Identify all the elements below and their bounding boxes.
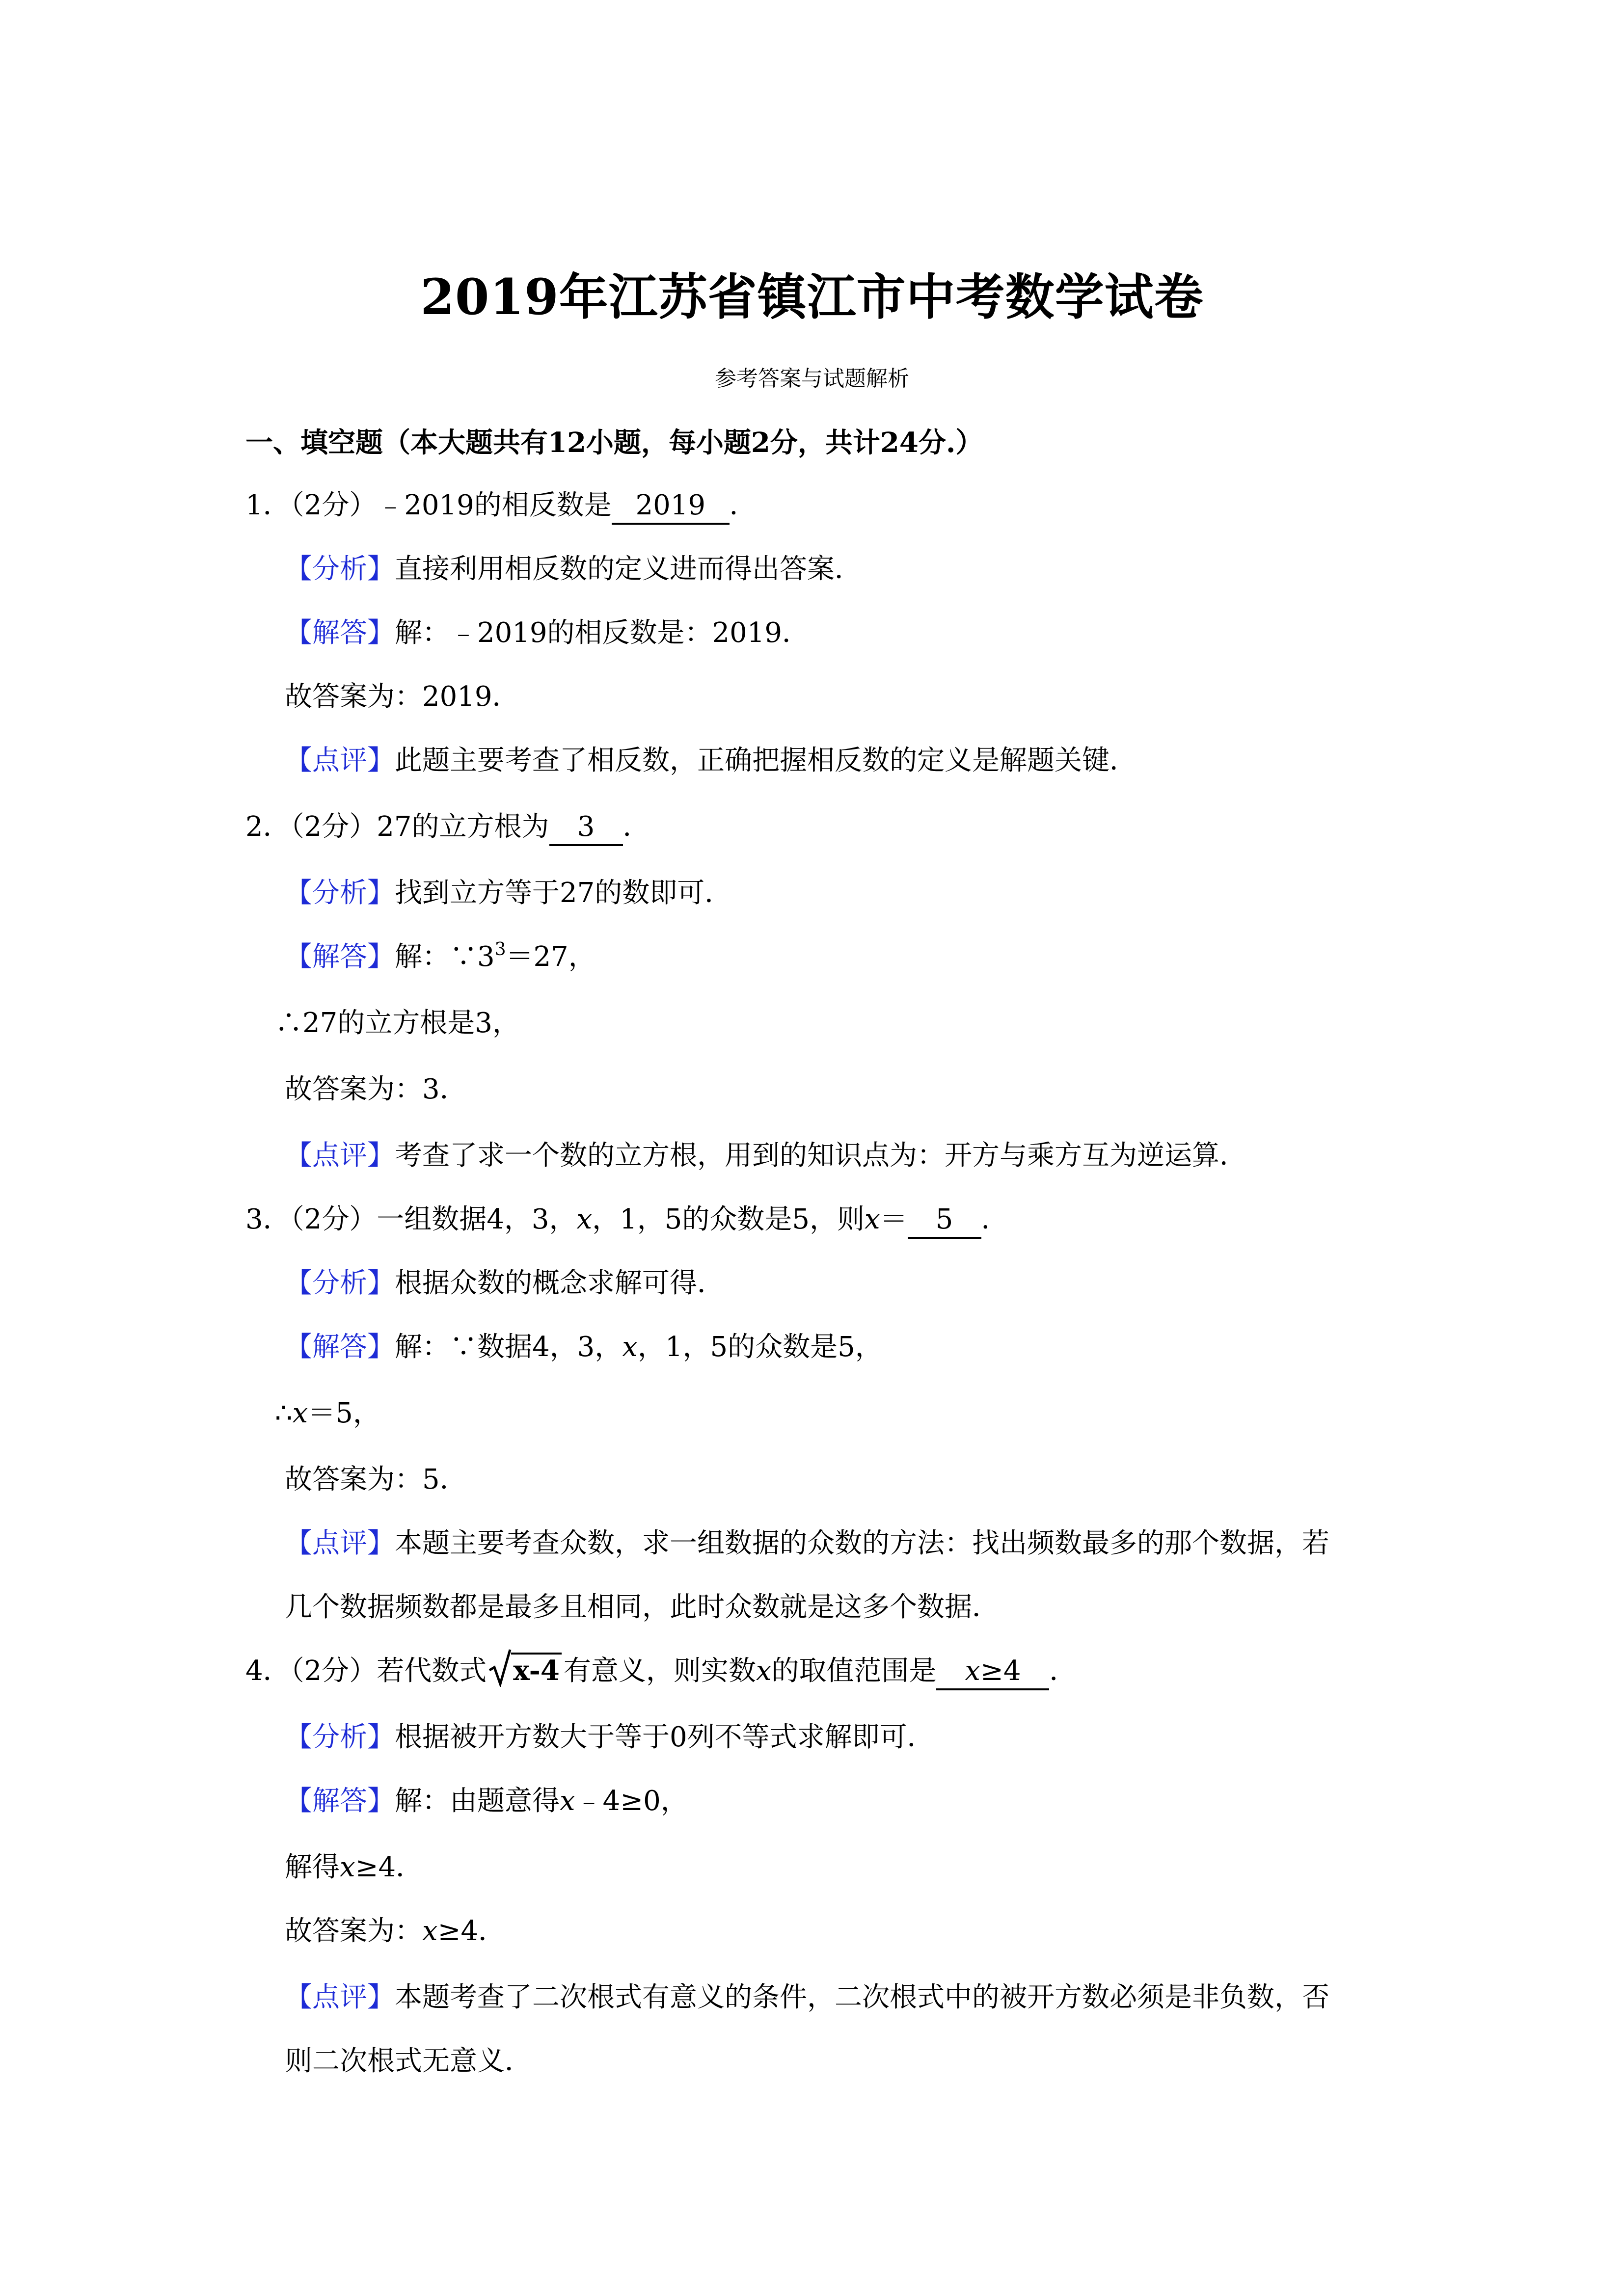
question-2 (245, 807, 650, 847)
question-4-analysis (285, 1718, 935, 1757)
equals-sign: ＝ (880, 1203, 908, 1235)
question-4-end: ． (1049, 1655, 1077, 1687)
conclusion-text-end: ≥4． (437, 1915, 506, 1947)
question-4-answer (936, 1654, 1049, 1690)
question-4 (245, 1652, 1077, 1691)
solution-tag: 【解答】 (285, 941, 395, 973)
square-root-expression (488, 1652, 562, 1691)
variable-x: x (340, 1851, 355, 1883)
question-3-stem: 3．（2分）一组数据4，3， (245, 1203, 577, 1235)
comment-text: 本题考查了二次根式有意义的条件，二次根式中的被开方数必须是非负数，否 (395, 1981, 1329, 2013)
question-4-comment (285, 1978, 1329, 2017)
variable-x: x (576, 1203, 593, 1235)
question-1 (245, 486, 757, 525)
question-1-comment (285, 741, 1137, 780)
section-heading: 一、填空题（本大题共有12小题，每小题2分，共计24分.） (245, 427, 983, 459)
comment-text: 考查了求一个数的立方根，用到的知识点为：开方与乘方互为逆运算． (395, 1140, 1247, 1172)
variable-x: x (965, 1655, 980, 1687)
comment-tag: 【点评】 (285, 745, 395, 776)
answer-inequality: ≥4 (980, 1655, 1021, 1687)
analysis-tag: 【分析】 (285, 553, 395, 585)
analysis-tag: 【分析】 (285, 1267, 395, 1299)
solution-text: 解：由题意得 (395, 1785, 560, 1817)
question-1-analysis (285, 550, 862, 589)
solution-tag: 【解答】 (285, 617, 395, 649)
question-1-answer: 2019 (612, 488, 730, 525)
question-4-conclusion (285, 1912, 506, 1951)
question-4-stem-mid: 有意义，则实数 (563, 1655, 756, 1687)
comment-text: 本题主要考查众数，求一组数据的众数的方法：找出频数最多的那个数据，若 (395, 1527, 1329, 1559)
question-1-stem: 1．（2分）﹣2019的相反数是 (245, 489, 612, 521)
solution-text: 解：﹣2019的相反数是：2019． (395, 617, 810, 649)
variable-x: x (865, 1203, 880, 1235)
solution-text-end: ﹣4≥0， (575, 1785, 688, 1817)
comment-tag: 【点评】 (285, 1527, 395, 1559)
question-3 (245, 1200, 1009, 1239)
solution-text: 解：∵数据4，3， (395, 1331, 623, 1363)
question-3-comment (285, 1524, 1329, 1563)
variable-x: x (622, 1331, 638, 1363)
therefore-symbol: ∴ (275, 1397, 293, 1429)
radical-sign-icon (488, 1648, 512, 1687)
question-2-end: ． (623, 811, 650, 843)
solution-text: 解：∵3 (395, 941, 495, 973)
question-2-conclusion: 故答案为：3． (285, 1073, 467, 1105)
variable-x: x (422, 1915, 438, 1947)
conclusion-text: 故答案为： (285, 1915, 422, 1947)
comment-tag: 【点评】 (285, 1140, 395, 1172)
question-4-step (285, 1848, 423, 1887)
step-text-end: ≥4． (355, 1851, 424, 1883)
question-1-conclusion: 故答案为：2019． (285, 681, 520, 713)
question-3-comment-line2: 几个数据频数都是最多且相同，此时众数就是这多个数据． (285, 1591, 1000, 1623)
exponent: 3 (494, 939, 506, 960)
question-3-analysis (285, 1264, 725, 1303)
question-1-solution (285, 614, 810, 653)
step-text: ＝5， (308, 1397, 380, 1429)
question-4-comment-line2: 则二次根式无意义． (285, 2045, 532, 2077)
comment-tag: 【点评】 (285, 1981, 395, 2013)
question-4-stem-end: 的取值范围是 (771, 1655, 937, 1687)
question-3-solution (285, 1328, 883, 1367)
variable-x: x (756, 1655, 772, 1687)
question-3-answer: 5 (908, 1202, 981, 1239)
page-subtitle: 参考答案与试题解析 (715, 366, 909, 391)
page-title: 2019年江苏省镇江市中考数学试卷 (420, 268, 1204, 326)
variable-x: x (560, 1785, 575, 1817)
variable-x: x (292, 1397, 308, 1429)
solution-text-end: ＝27， (506, 941, 596, 973)
solution-tag: 【解答】 (285, 1331, 395, 1363)
question-4-solution (285, 1782, 688, 1821)
question-3-stem-mid: ，1，5的众数是5，则 (592, 1203, 865, 1235)
analysis-text: 根据众数的概念求解可得． (395, 1267, 725, 1299)
analysis-text: 找到立方等于27的数即可． (395, 877, 732, 909)
analysis-text: 根据被开方数大于等于0列不等式求解即可． (395, 1721, 935, 1753)
solution-tag: 【解答】 (285, 1785, 395, 1817)
question-4-stem: 4．（2分）若代数式 (245, 1655, 487, 1687)
radicand: x-4 (511, 1653, 562, 1687)
comment-text: 此题主要考查了相反数，正确把握相反数的定义是解题关键． (395, 745, 1137, 776)
step-text: 解得 (285, 1851, 340, 1883)
question-2-solution (285, 937, 596, 977)
question-2-stem: 2．（2分）27的立方根为 (245, 811, 549, 843)
question-2-analysis (285, 874, 732, 913)
analysis-tag: 【分析】 (285, 877, 395, 909)
solution-text-end: ，1，5的众数是5， (637, 1331, 883, 1363)
question-2-comment (285, 1136, 1247, 1175)
question-3-step (275, 1394, 380, 1433)
question-3-conclusion: 故答案为：5． (285, 1464, 467, 1495)
analysis-text: 直接利用相反数的定义进而得出答案． (395, 553, 862, 585)
question-3-end: ． (981, 1203, 1009, 1235)
question-1-end: ． (729, 489, 757, 521)
question-2-step: ∴27的立方根是3， (275, 1007, 520, 1039)
analysis-tag: 【分析】 (285, 1721, 395, 1753)
question-2-answer: 3 (549, 810, 623, 846)
